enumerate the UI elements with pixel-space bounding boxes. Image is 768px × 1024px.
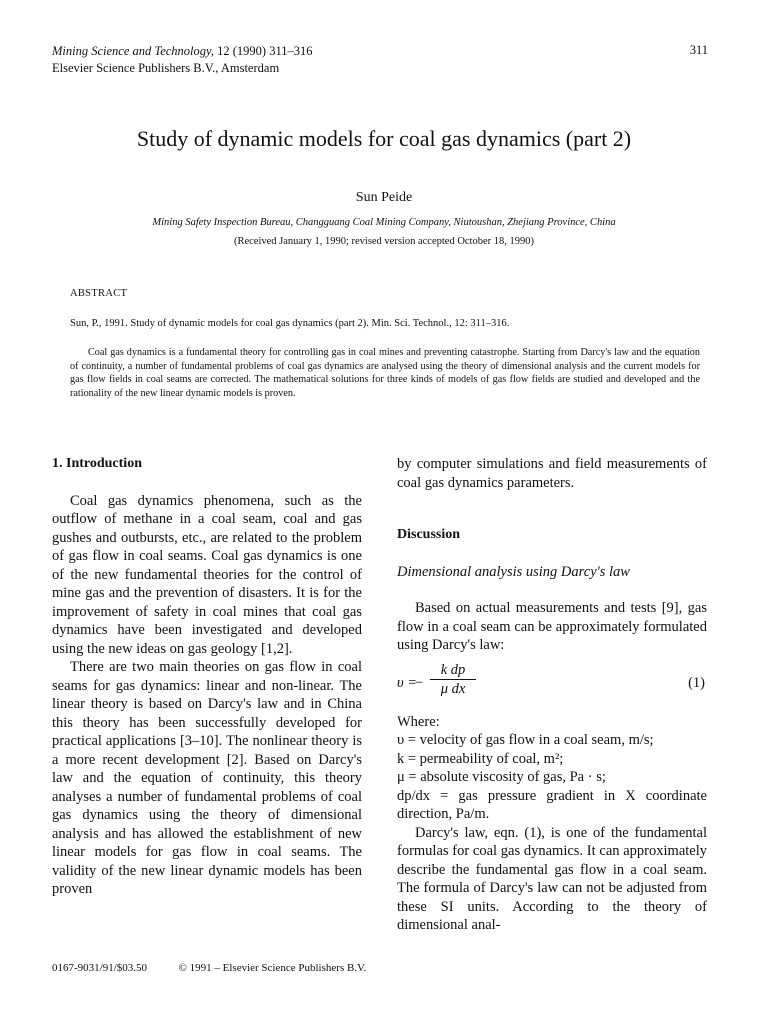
- abstract-heading: ABSTRACT: [70, 288, 128, 299]
- left-column: [52, 455, 362, 899]
- issn-code: 0167-9031/91/$03.50: [52, 962, 148, 974]
- copyright-notice: © 1991 – Elsevier Science Publishers B.V.: [178, 962, 367, 974]
- received-dates: (Received January 1, 1990; revised version accepted October 18, 1990): [233, 236, 535, 247]
- abstract-citation: Sun, P., 1991. Study of dynamic models for coal gas dynamics (part 2). Min. Sci. Technol., 12: 311–316.: [70, 318, 510, 329]
- paper-title: Study of dynamic models for coal gas dynamics (part 2): [136, 126, 632, 151]
- section-title-introduction: 1. Introduction: [52, 456, 142, 471]
- equation-denominator: μ dx: [440, 680, 466, 697]
- page-footer: [52, 962, 366, 974]
- subsection-title: Dimensional analysis using Darcy's law: [397, 563, 630, 580]
- definition-permeability: k = permeability of coal, m²;: [397, 750, 564, 767]
- equation-fraction: [430, 661, 476, 698]
- definition-pressure-gradient: dp/dx = gas pressure gradient in X coordinate direction, Pa/m.: [397, 787, 707, 822]
- definition-velocity: υ = velocity of gas flow in a coal seam, m/s;: [397, 732, 654, 748]
- discussion-paragraph-2: Darcy's law, eqn. (1), is one of the fundamental formulas for coal gas dynamics. It can approximately describe the fundamental gas flow in a coal seam. The formula of Darcy's law can not be adjusted from these SI units. According to the theory of dimensional anal-: [397, 824, 707, 933]
- section-title-discussion: Discussion: [397, 527, 461, 542]
- definition-viscosity: μ = absolute viscosity of gas, Pa · s;: [397, 769, 606, 785]
- journal-name: Mining Science and Technology,: [52, 44, 215, 58]
- where-label: Where:: [397, 713, 440, 730]
- intro-continuation: by computer simulations and field measurements of coal gas dynamics parameters.: [397, 456, 707, 491]
- volume-pages: 12 (1990) 311–316: [217, 44, 313, 58]
- right-column: [397, 455, 707, 935]
- author-affiliation: Mining Safety Inspection Bureau, Changguang Coal Mining Company, Niutoushan, Zhejiang Province, China: [152, 217, 616, 228]
- equation-1: [397, 661, 707, 707]
- equation-number: (1): [688, 674, 705, 691]
- abstract-text: Coal gas dynamics is a fundamental theory for controlling gas in coal mines and preventing catastrophe. Starting from Darcy's law and the equation of continuity, a number of fundamental problems of coal gas dynamics are analysed using the theory of dimensional analysis and the current models for gas flow fields in coal seams are corrected. The mathematical solutions for three kinds of models of gas flow fields are studied and developed and the rationality of the new linear dynamic models is proven.: [70, 347, 700, 399]
- running-header: [52, 43, 313, 77]
- intro-paragraph-2: There are two main theories on gas flow in coal seams for gas dynamics: linear and non-linear. The linear theory is based on Darcy's law and in China this theory has been successfully developed for practical applications [3–10]. The nonlinear theory is a more recent development [2]. Based on Darcy's law and the equation of continuity, this theory analyses a number of fundamental problems of coal gas dynamics using the theory of dimensional analysis and has allowed the establishment of new linear models for gas flow in coal seams. The validity of the new linear dynamic models has been proven: [52, 659, 362, 897]
- publisher: Elsevier Science Publishers B.V., Amsterdam: [52, 61, 280, 75]
- equation-lhs: υ =: [397, 674, 418, 691]
- equation-numerator: k dp: [430, 661, 476, 680]
- discussion-paragraph-1: Based on actual measurements and tests [9], gas flow in a coal seam can be approximately formulated using Darcy's law:: [397, 600, 707, 653]
- equation-minus: −: [415, 674, 424, 691]
- page-number: 311: [689, 43, 708, 57]
- intro-paragraph-1: Coal gas dynamics phenomena, such as the outflow of methane in a coal seam, coal and gas gushes and outbursts, etc., are related to the problem of gas flow in coal seams. Coal gas dynamics is one of the new fundamental theories for the control of mine gas and the prevention of disasters. It is for the improvement of safety in coal mines that coal gas dynamics have been investigated and developed using the new ideas on gas geology [1,2].: [52, 492, 362, 657]
- author-name: Sun Peide: [355, 190, 413, 205]
